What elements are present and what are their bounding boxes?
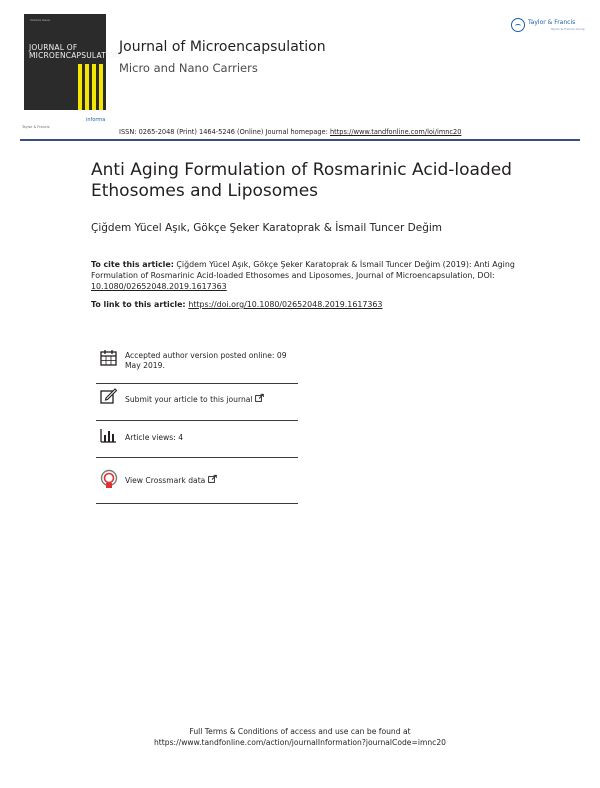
bar-chart-icon bbox=[100, 429, 117, 443]
cover-title-line1: JOURNAL OF bbox=[29, 43, 78, 52]
citation-doi-link[interactable]: 10.1080/02652048.2019.1617363 bbox=[91, 282, 227, 291]
article-link-label: To link to this article: bbox=[91, 300, 189, 309]
article-authors: Çiğdem Yücel Aşık, Gökçe Şeker Karatoprak & İsmail Tuncer Değim bbox=[91, 222, 443, 234]
publisher-logo[interactable] bbox=[511, 18, 587, 36]
informa-logo: informa bbox=[86, 117, 106, 123]
external-link-icon bbox=[255, 394, 264, 402]
cover-title-line2: MICROENCAPSULATION bbox=[29, 51, 121, 60]
crossmark-label: View Crossmark data bbox=[125, 476, 206, 485]
submit-row[interactable] bbox=[96, 384, 298, 421]
edit-icon bbox=[100, 388, 117, 404]
crossmark-icon bbox=[100, 469, 118, 489]
citation-text: Çiğdem Yücel Aşık, Gökçe Şeker Karatoprak & İsmail Tuncer Değim (2019): Anti Aging Formulation of Rosmarinic Acid-loaded Ethosomes and Liposomes, Journal of Microencapsulation, DOI: bbox=[91, 260, 515, 280]
cover-top-text: Volume Issue bbox=[30, 18, 50, 22]
cover-title bbox=[29, 44, 120, 60]
accepted-text: Accepted author version posted online: 09 May 2019. bbox=[125, 351, 287, 370]
citation-label: To cite this article: bbox=[91, 260, 174, 269]
publisher-strip-text: Taylor & Francis bbox=[22, 125, 50, 129]
publisher-logo-name: Taylor & Francis bbox=[528, 19, 576, 26]
submit-label: Submit your article to this journal bbox=[125, 395, 253, 404]
cover-stripes bbox=[76, 64, 106, 110]
article-title: Anti Aging Formulation of Rosmarinic Acid-loaded Ethosomes and Liposomes bbox=[91, 160, 512, 201]
submit-text[interactable] bbox=[125, 394, 264, 405]
accepted-row bbox=[96, 346, 298, 384]
issn-line bbox=[119, 128, 461, 136]
article-link-line bbox=[91, 300, 382, 309]
external-link-icon bbox=[208, 475, 217, 483]
crossmark-row[interactable] bbox=[96, 458, 298, 504]
publisher-logo-sub: Taylor & Francis Group bbox=[551, 27, 585, 31]
views-text: Article views: 4 bbox=[125, 433, 184, 442]
journal-title[interactable]: Journal of Microencapsulation bbox=[119, 39, 326, 55]
calendar-icon bbox=[100, 349, 117, 366]
header-divider bbox=[20, 139, 580, 141]
crossmark-text[interactable] bbox=[125, 475, 217, 486]
footer-terms-text: Full Terms & Conditions of access and use can be found at bbox=[189, 727, 411, 736]
journal-homepage-link[interactable]: https://www.tandfonline.com/loi/imnc20 bbox=[329, 128, 462, 136]
citation-block bbox=[91, 259, 531, 292]
footer-terms-link[interactable]: https://www.tandfonline.com/action/journalInformation?journalCode=imnc20 bbox=[153, 738, 446, 747]
issn-text: ISSN: 0265-2048 (Print) 1464-5246 (Online) Journal homepage: bbox=[119, 128, 330, 136]
journal-subtitle: Micro and Nano Carriers bbox=[119, 61, 258, 75]
journal-cover-image bbox=[24, 14, 121, 110]
publisher-logo-icon bbox=[511, 18, 525, 32]
article-doi-link[interactable]: https://doi.org/10.1080/02652048.2019.1617363 bbox=[188, 300, 383, 309]
views-row bbox=[96, 421, 298, 458]
